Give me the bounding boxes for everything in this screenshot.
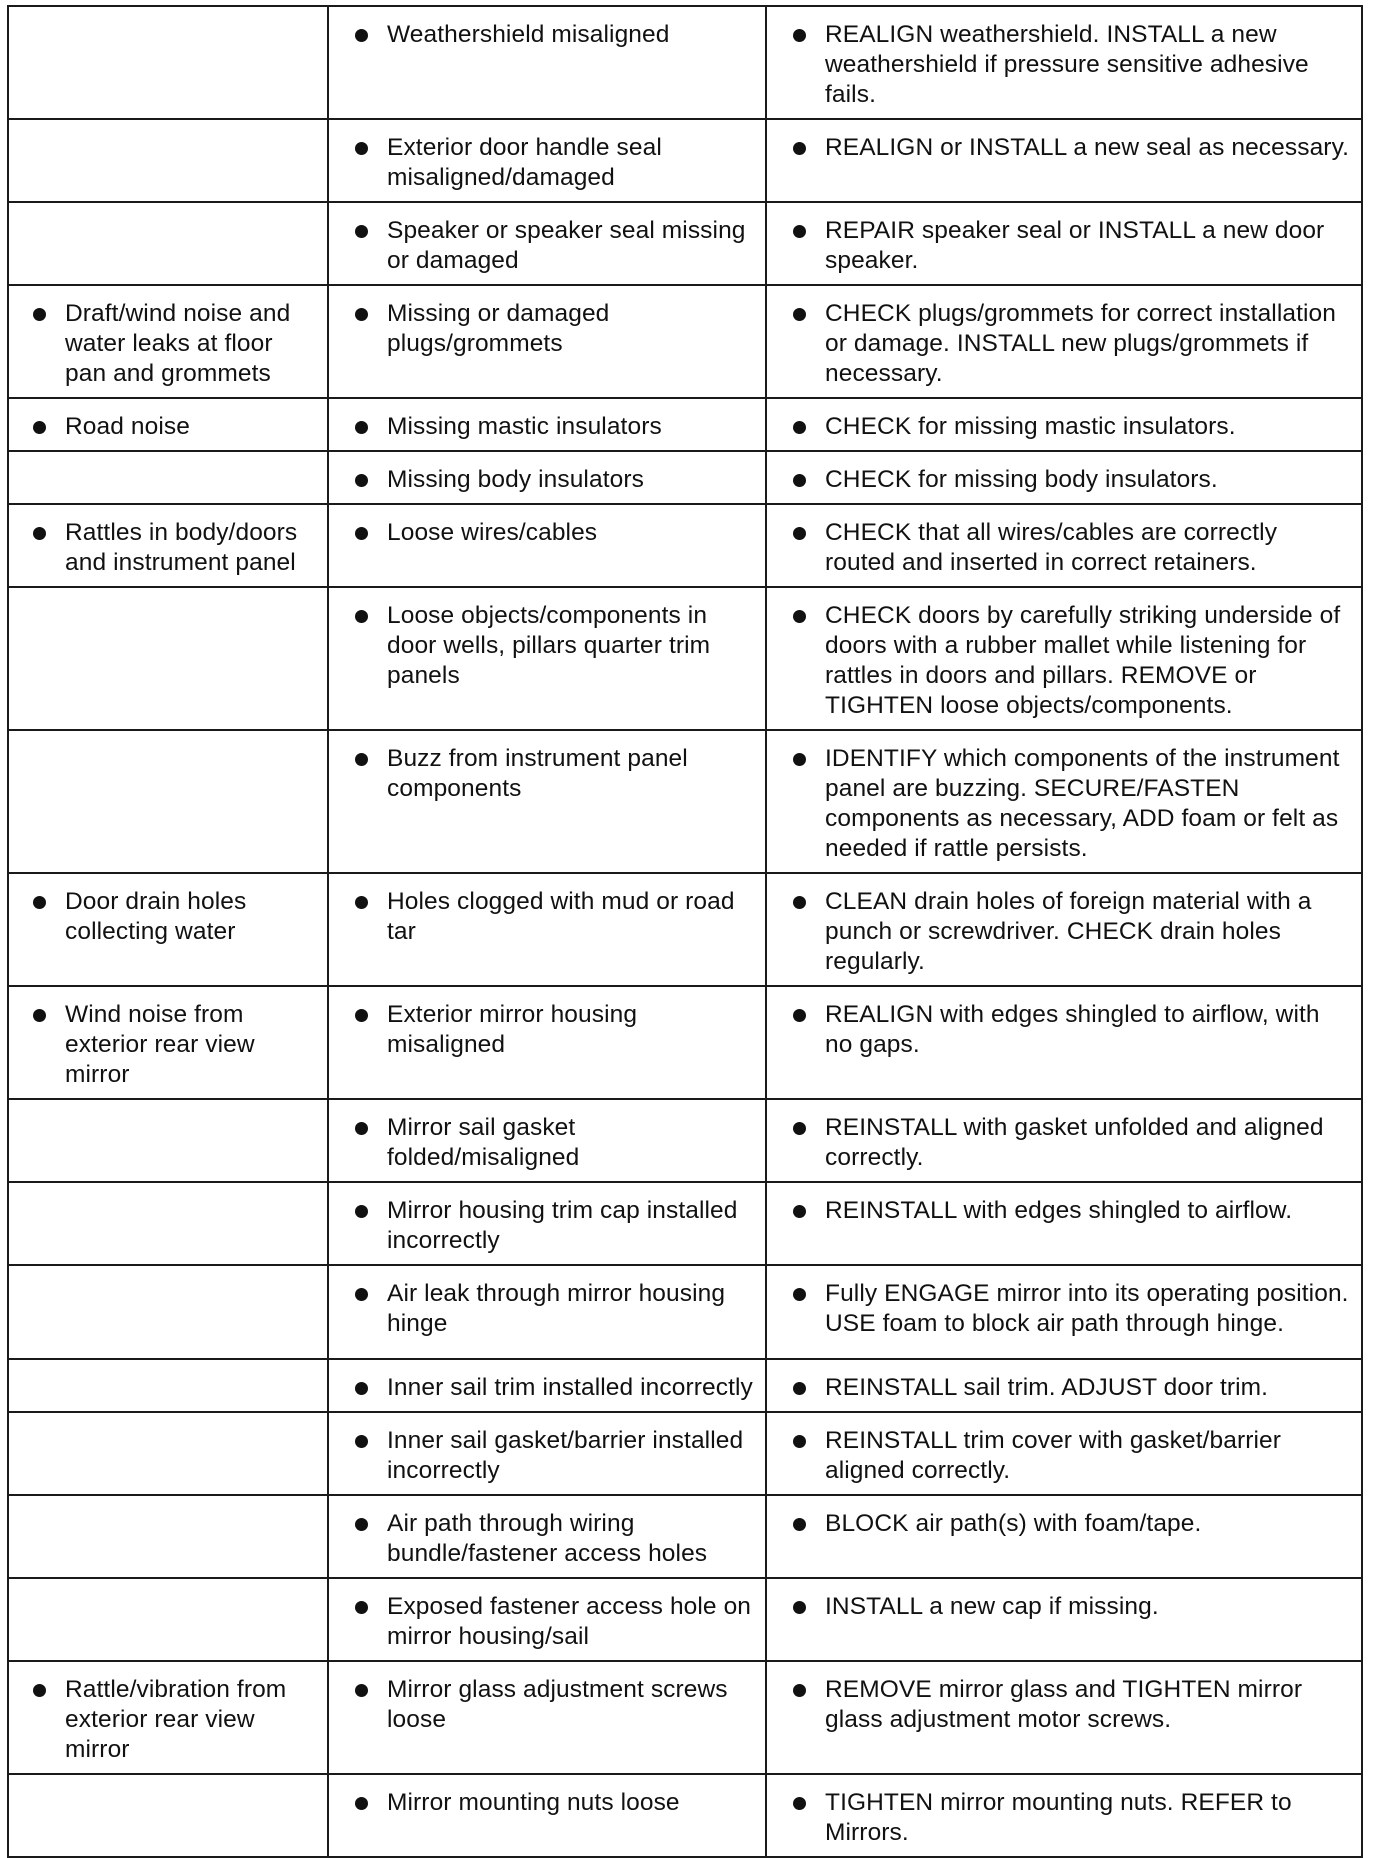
action-cell-item bbox=[791, 1509, 1353, 1539]
cause-cell-item bbox=[353, 1675, 753, 1735]
table-row bbox=[8, 1412, 1362, 1495]
condition-cell bbox=[8, 1412, 328, 1495]
table-row bbox=[8, 119, 1362, 202]
condition-cell-text: Rattles in body/doors and instrument panel bbox=[65, 519, 298, 576]
condition-cell-item bbox=[31, 887, 315, 947]
bullet-icon bbox=[793, 1205, 806, 1218]
table-row bbox=[8, 1495, 1362, 1578]
cause-cell-item bbox=[353, 465, 753, 495]
cause-cell-text: Air leak through mirror housing hinge bbox=[387, 1280, 726, 1337]
bullet-icon bbox=[355, 1601, 368, 1614]
cause-cell bbox=[328, 504, 766, 587]
condition-cell-item bbox=[31, 1000, 315, 1090]
cause-cell-text: Exterior door handle seal misaligned/damaged bbox=[387, 134, 662, 191]
cause-cell-item bbox=[353, 216, 753, 276]
action-cell-item bbox=[791, 601, 1353, 721]
condition-cell bbox=[8, 1182, 328, 1265]
bullet-icon bbox=[355, 610, 368, 623]
cause-cell-item bbox=[353, 1279, 753, 1339]
condition-cell-text: Door drain holes collecting water bbox=[65, 888, 247, 945]
condition-cell bbox=[8, 398, 328, 451]
action-cell-text: Fully ENGAGE mirror into its operating position. USE foam to block air path through hinge. bbox=[825, 1280, 1349, 1337]
action-cell bbox=[766, 1661, 1362, 1774]
condition-cell bbox=[8, 1774, 328, 1857]
bullet-icon bbox=[355, 308, 368, 321]
action-cell bbox=[766, 398, 1362, 451]
action-cell bbox=[766, 202, 1362, 285]
bullet-icon bbox=[355, 1122, 368, 1135]
condition-cell bbox=[8, 1099, 328, 1182]
condition-cell-text: Rattle/vibration from exterior rear view mirror bbox=[65, 1676, 287, 1763]
cause-cell bbox=[328, 1099, 766, 1182]
action-cell bbox=[766, 1099, 1362, 1182]
condition-cell-item bbox=[31, 412, 315, 442]
action-cell bbox=[766, 285, 1362, 398]
cause-cell-item bbox=[353, 601, 753, 691]
action-cell-text: CHECK plugs/grommets for correct installation or damage. INSTALL new plugs/grommets if necessary. bbox=[825, 300, 1337, 387]
cause-cell-item bbox=[353, 1196, 753, 1256]
action-cell-text: REPAIR speaker seal or INSTALL a new door speaker. bbox=[825, 217, 1325, 274]
bullet-icon bbox=[793, 308, 806, 321]
cause-cell bbox=[328, 986, 766, 1099]
action-cell-item bbox=[791, 20, 1353, 110]
action-cell bbox=[766, 1359, 1362, 1412]
bullet-icon bbox=[355, 142, 368, 155]
action-cell bbox=[766, 730, 1362, 873]
bullet-icon bbox=[33, 896, 46, 909]
table-row bbox=[8, 504, 1362, 587]
cause-cell bbox=[328, 285, 766, 398]
action-cell-item bbox=[791, 133, 1353, 163]
bullet-icon bbox=[355, 421, 368, 434]
bullet-icon bbox=[33, 527, 46, 540]
bullet-icon bbox=[793, 225, 806, 238]
bullet-icon bbox=[355, 753, 368, 766]
diagnosis-table-body bbox=[8, 6, 1362, 1857]
cause-cell bbox=[328, 730, 766, 873]
bullet-icon bbox=[355, 1518, 368, 1531]
table-row bbox=[8, 1182, 1362, 1265]
condition-cell bbox=[8, 451, 328, 504]
condition-cell-text: Wind noise from exterior rear view mirror bbox=[65, 1001, 255, 1088]
action-cell bbox=[766, 986, 1362, 1099]
condition-cell bbox=[8, 1578, 328, 1661]
action-cell-text: BLOCK air path(s) with foam/tape. bbox=[825, 1510, 1202, 1537]
condition-cell-item bbox=[31, 518, 315, 578]
cause-cell-text: Inner sail trim installed incorrectly bbox=[387, 1374, 753, 1401]
bullet-icon bbox=[33, 308, 46, 321]
cause-cell-text: Air path through wiring bundle/fastener access holes bbox=[387, 1510, 708, 1567]
bullet-icon bbox=[355, 1435, 368, 1448]
cause-cell-text: Inner sail gasket/barrier installed incorrectly bbox=[387, 1427, 744, 1484]
cause-cell-text: Mirror housing trim cap installed incorrectly bbox=[387, 1197, 738, 1254]
bullet-icon bbox=[793, 1435, 806, 1448]
table-row bbox=[8, 1661, 1362, 1774]
action-cell bbox=[766, 1412, 1362, 1495]
cause-cell-text: Exterior mirror housing misaligned bbox=[387, 1001, 638, 1058]
action-cell bbox=[766, 1495, 1362, 1578]
condition-cell bbox=[8, 1661, 328, 1774]
cause-cell bbox=[328, 1412, 766, 1495]
bullet-icon bbox=[355, 474, 368, 487]
action-cell bbox=[766, 1578, 1362, 1661]
table-row bbox=[8, 1578, 1362, 1661]
action-cell-text: REALIGN or INSTALL a new seal as necessary. bbox=[825, 134, 1350, 161]
action-cell-item bbox=[791, 1675, 1353, 1735]
action-cell bbox=[766, 119, 1362, 202]
action-cell-text: TIGHTEN mirror mounting nuts. REFER to Mirrors. bbox=[825, 1789, 1292, 1846]
bullet-icon bbox=[793, 896, 806, 909]
condition-cell bbox=[8, 504, 328, 587]
condition-cell bbox=[8, 1359, 328, 1412]
cause-cell-item bbox=[353, 299, 753, 359]
cause-cell-text: Loose objects/components in door wells, pillars quarter trim panels bbox=[387, 602, 711, 689]
bullet-icon bbox=[793, 1122, 806, 1135]
cause-cell bbox=[328, 119, 766, 202]
cause-cell bbox=[328, 1359, 766, 1412]
cause-cell-text: Missing mastic insulators bbox=[387, 413, 662, 440]
cause-cell-item bbox=[353, 1509, 753, 1569]
cause-cell-text: Missing body insulators bbox=[387, 466, 644, 493]
action-cell-item bbox=[791, 1592, 1353, 1622]
action-cell bbox=[766, 587, 1362, 730]
condition-cell bbox=[8, 587, 328, 730]
cause-cell-item bbox=[353, 1426, 753, 1486]
bullet-icon bbox=[355, 225, 368, 238]
action-cell bbox=[766, 873, 1362, 986]
bullet-icon bbox=[355, 527, 368, 540]
bullet-icon bbox=[793, 1797, 806, 1810]
cause-cell bbox=[328, 1182, 766, 1265]
cause-cell-item bbox=[353, 1592, 753, 1652]
table-row bbox=[8, 730, 1362, 873]
action-cell-item bbox=[791, 887, 1353, 977]
table-row bbox=[8, 1359, 1362, 1412]
condition-cell-item bbox=[31, 1675, 315, 1765]
cause-cell-text: Mirror glass adjustment screws loose bbox=[387, 1676, 728, 1733]
action-cell-text: REINSTALL sail trim. ADJUST door trim. bbox=[825, 1374, 1269, 1401]
bullet-icon bbox=[793, 421, 806, 434]
cause-cell-text: Missing or damaged plugs/grommets bbox=[387, 300, 610, 357]
action-cell-item bbox=[791, 1373, 1353, 1403]
condition-cell bbox=[8, 1495, 328, 1578]
cause-cell-item bbox=[353, 133, 753, 193]
table-row bbox=[8, 873, 1362, 986]
action-cell-text: CHECK for missing mastic insulators. bbox=[825, 413, 1236, 440]
action-cell-item bbox=[791, 299, 1353, 389]
bullet-icon bbox=[355, 1009, 368, 1022]
action-cell-text: REINSTALL trim cover with gasket/barrier aligned correctly. bbox=[825, 1427, 1282, 1484]
action-cell bbox=[766, 504, 1362, 587]
table-row bbox=[8, 986, 1362, 1099]
condition-cell bbox=[8, 1265, 328, 1359]
table-row bbox=[8, 6, 1362, 119]
table-row bbox=[8, 1774, 1362, 1857]
table-row bbox=[8, 202, 1362, 285]
action-cell bbox=[766, 1182, 1362, 1265]
action-cell-text: REINSTALL with gasket unfolded and aligned correctly. bbox=[825, 1114, 1324, 1171]
cause-cell-item bbox=[353, 744, 753, 804]
bullet-icon bbox=[355, 1205, 368, 1218]
condition-cell bbox=[8, 730, 328, 873]
table-row bbox=[8, 285, 1362, 398]
action-cell bbox=[766, 1774, 1362, 1857]
action-cell-item bbox=[791, 1279, 1353, 1339]
table-row bbox=[8, 451, 1362, 504]
cause-cell-text: Exposed fastener access hole on mirror housing/sail bbox=[387, 1593, 752, 1650]
cause-cell bbox=[328, 202, 766, 285]
cause-cell-item bbox=[353, 1000, 753, 1060]
action-cell bbox=[766, 1265, 1362, 1359]
action-cell bbox=[766, 451, 1362, 504]
cause-cell-item bbox=[353, 1788, 753, 1818]
action-cell-item bbox=[791, 518, 1353, 578]
bullet-icon bbox=[33, 1684, 46, 1697]
bullet-icon bbox=[355, 1797, 368, 1810]
cause-cell bbox=[328, 451, 766, 504]
cause-cell-text: Holes clogged with mud or road tar bbox=[387, 888, 735, 945]
bullet-icon bbox=[793, 142, 806, 155]
cause-cell-item bbox=[353, 1113, 753, 1173]
bullet-icon bbox=[793, 610, 806, 623]
cause-cell bbox=[328, 1661, 766, 1774]
cause-cell-text: Mirror mounting nuts loose bbox=[387, 1789, 680, 1816]
bullet-icon bbox=[355, 1382, 368, 1395]
action-cell-item bbox=[791, 744, 1353, 864]
cause-cell bbox=[328, 587, 766, 730]
bullet-icon bbox=[793, 1684, 806, 1697]
bullet-icon bbox=[355, 29, 368, 42]
cause-cell-item bbox=[353, 518, 753, 548]
bullet-icon bbox=[355, 896, 368, 909]
table-row bbox=[8, 398, 1362, 451]
condition-cell-text: Draft/wind noise and water leaks at floor pan and grommets bbox=[65, 300, 291, 387]
action-cell-text: REALIGN weathershield. INSTALL a new weathershield if pressure sensitive adhesive fails. bbox=[825, 21, 1309, 108]
action-cell-text: INSTALL a new cap if missing. bbox=[825, 1593, 1159, 1620]
cause-cell-text: Mirror sail gasket folded/misaligned bbox=[387, 1114, 580, 1171]
bullet-icon bbox=[793, 1382, 806, 1395]
condition-cell-text: Road noise bbox=[65, 413, 190, 440]
cause-cell-item bbox=[353, 20, 753, 50]
bullet-icon bbox=[33, 1009, 46, 1022]
condition-cell bbox=[8, 119, 328, 202]
action-cell-text: CHECK for missing body insulators. bbox=[825, 466, 1218, 493]
bullet-icon bbox=[793, 527, 806, 540]
action-cell-item bbox=[791, 1196, 1353, 1226]
condition-cell bbox=[8, 986, 328, 1099]
bullet-icon bbox=[355, 1288, 368, 1301]
bullet-icon bbox=[793, 1009, 806, 1022]
bullet-icon bbox=[355, 1684, 368, 1697]
condition-cell bbox=[8, 285, 328, 398]
cause-cell bbox=[328, 6, 766, 119]
table-row bbox=[8, 587, 1362, 730]
cause-cell bbox=[328, 1578, 766, 1661]
table-row bbox=[8, 1099, 1362, 1182]
condition-cell bbox=[8, 873, 328, 986]
bullet-icon bbox=[33, 421, 46, 434]
bullet-icon bbox=[793, 753, 806, 766]
cause-cell bbox=[328, 398, 766, 451]
condition-cell-item bbox=[31, 299, 315, 389]
cause-cell bbox=[328, 1774, 766, 1857]
cause-cell bbox=[328, 873, 766, 986]
cause-cell bbox=[328, 1495, 766, 1578]
cause-cell-text: Weathershield misaligned bbox=[387, 21, 670, 48]
cause-cell-text: Speaker or speaker seal missing or damaged bbox=[387, 217, 746, 274]
action-cell-item bbox=[791, 1000, 1353, 1060]
action-cell-text: IDENTIFY which components of the instrument panel are buzzing. SECURE/FASTEN components as necessary, ADD foam or felt as needed if rattle persists. bbox=[825, 745, 1340, 862]
action-cell-text: CLEAN drain holes of foreign material with a punch or screwdriver. CHECK drain holes regularly. bbox=[825, 888, 1312, 975]
action-cell-text: REINSTALL with edges shingled to airflow. bbox=[825, 1197, 1293, 1224]
cause-cell-item bbox=[353, 412, 753, 442]
action-cell-text: CHECK doors by carefully striking underside of doors with a rubber mallet while listening for rattles in doors and pillars. REMOVE or TIGHTEN loose objects/components. bbox=[825, 602, 1341, 719]
bullet-icon bbox=[793, 29, 806, 42]
action-cell bbox=[766, 6, 1362, 119]
action-cell-item bbox=[791, 216, 1353, 276]
diagnosis-table bbox=[7, 5, 1363, 1858]
condition-cell bbox=[8, 6, 328, 119]
bullet-icon bbox=[793, 1518, 806, 1531]
cause-cell-text: Buzz from instrument panel components bbox=[387, 745, 688, 802]
cause-cell bbox=[328, 1265, 766, 1359]
bullet-icon bbox=[793, 1601, 806, 1614]
cause-cell-item bbox=[353, 1373, 753, 1403]
action-cell-text: REALIGN with edges shingled to airflow, with no gaps. bbox=[825, 1001, 1320, 1058]
action-cell-item bbox=[791, 412, 1353, 442]
action-cell-text: CHECK that all wires/cables are correctly routed and inserted in correct retainers. bbox=[825, 519, 1278, 576]
table-row bbox=[8, 1265, 1362, 1359]
cause-cell-item bbox=[353, 887, 753, 947]
bullet-icon bbox=[793, 1288, 806, 1301]
bullet-icon bbox=[793, 474, 806, 487]
cause-cell-text: Loose wires/cables bbox=[387, 519, 598, 546]
action-cell-item bbox=[791, 1426, 1353, 1486]
action-cell-text: REMOVE mirror glass and TIGHTEN mirror glass adjustment motor screws. bbox=[825, 1676, 1303, 1733]
action-cell-item bbox=[791, 1113, 1353, 1173]
action-cell-item bbox=[791, 1788, 1353, 1848]
action-cell-item bbox=[791, 465, 1353, 495]
condition-cell bbox=[8, 202, 328, 285]
